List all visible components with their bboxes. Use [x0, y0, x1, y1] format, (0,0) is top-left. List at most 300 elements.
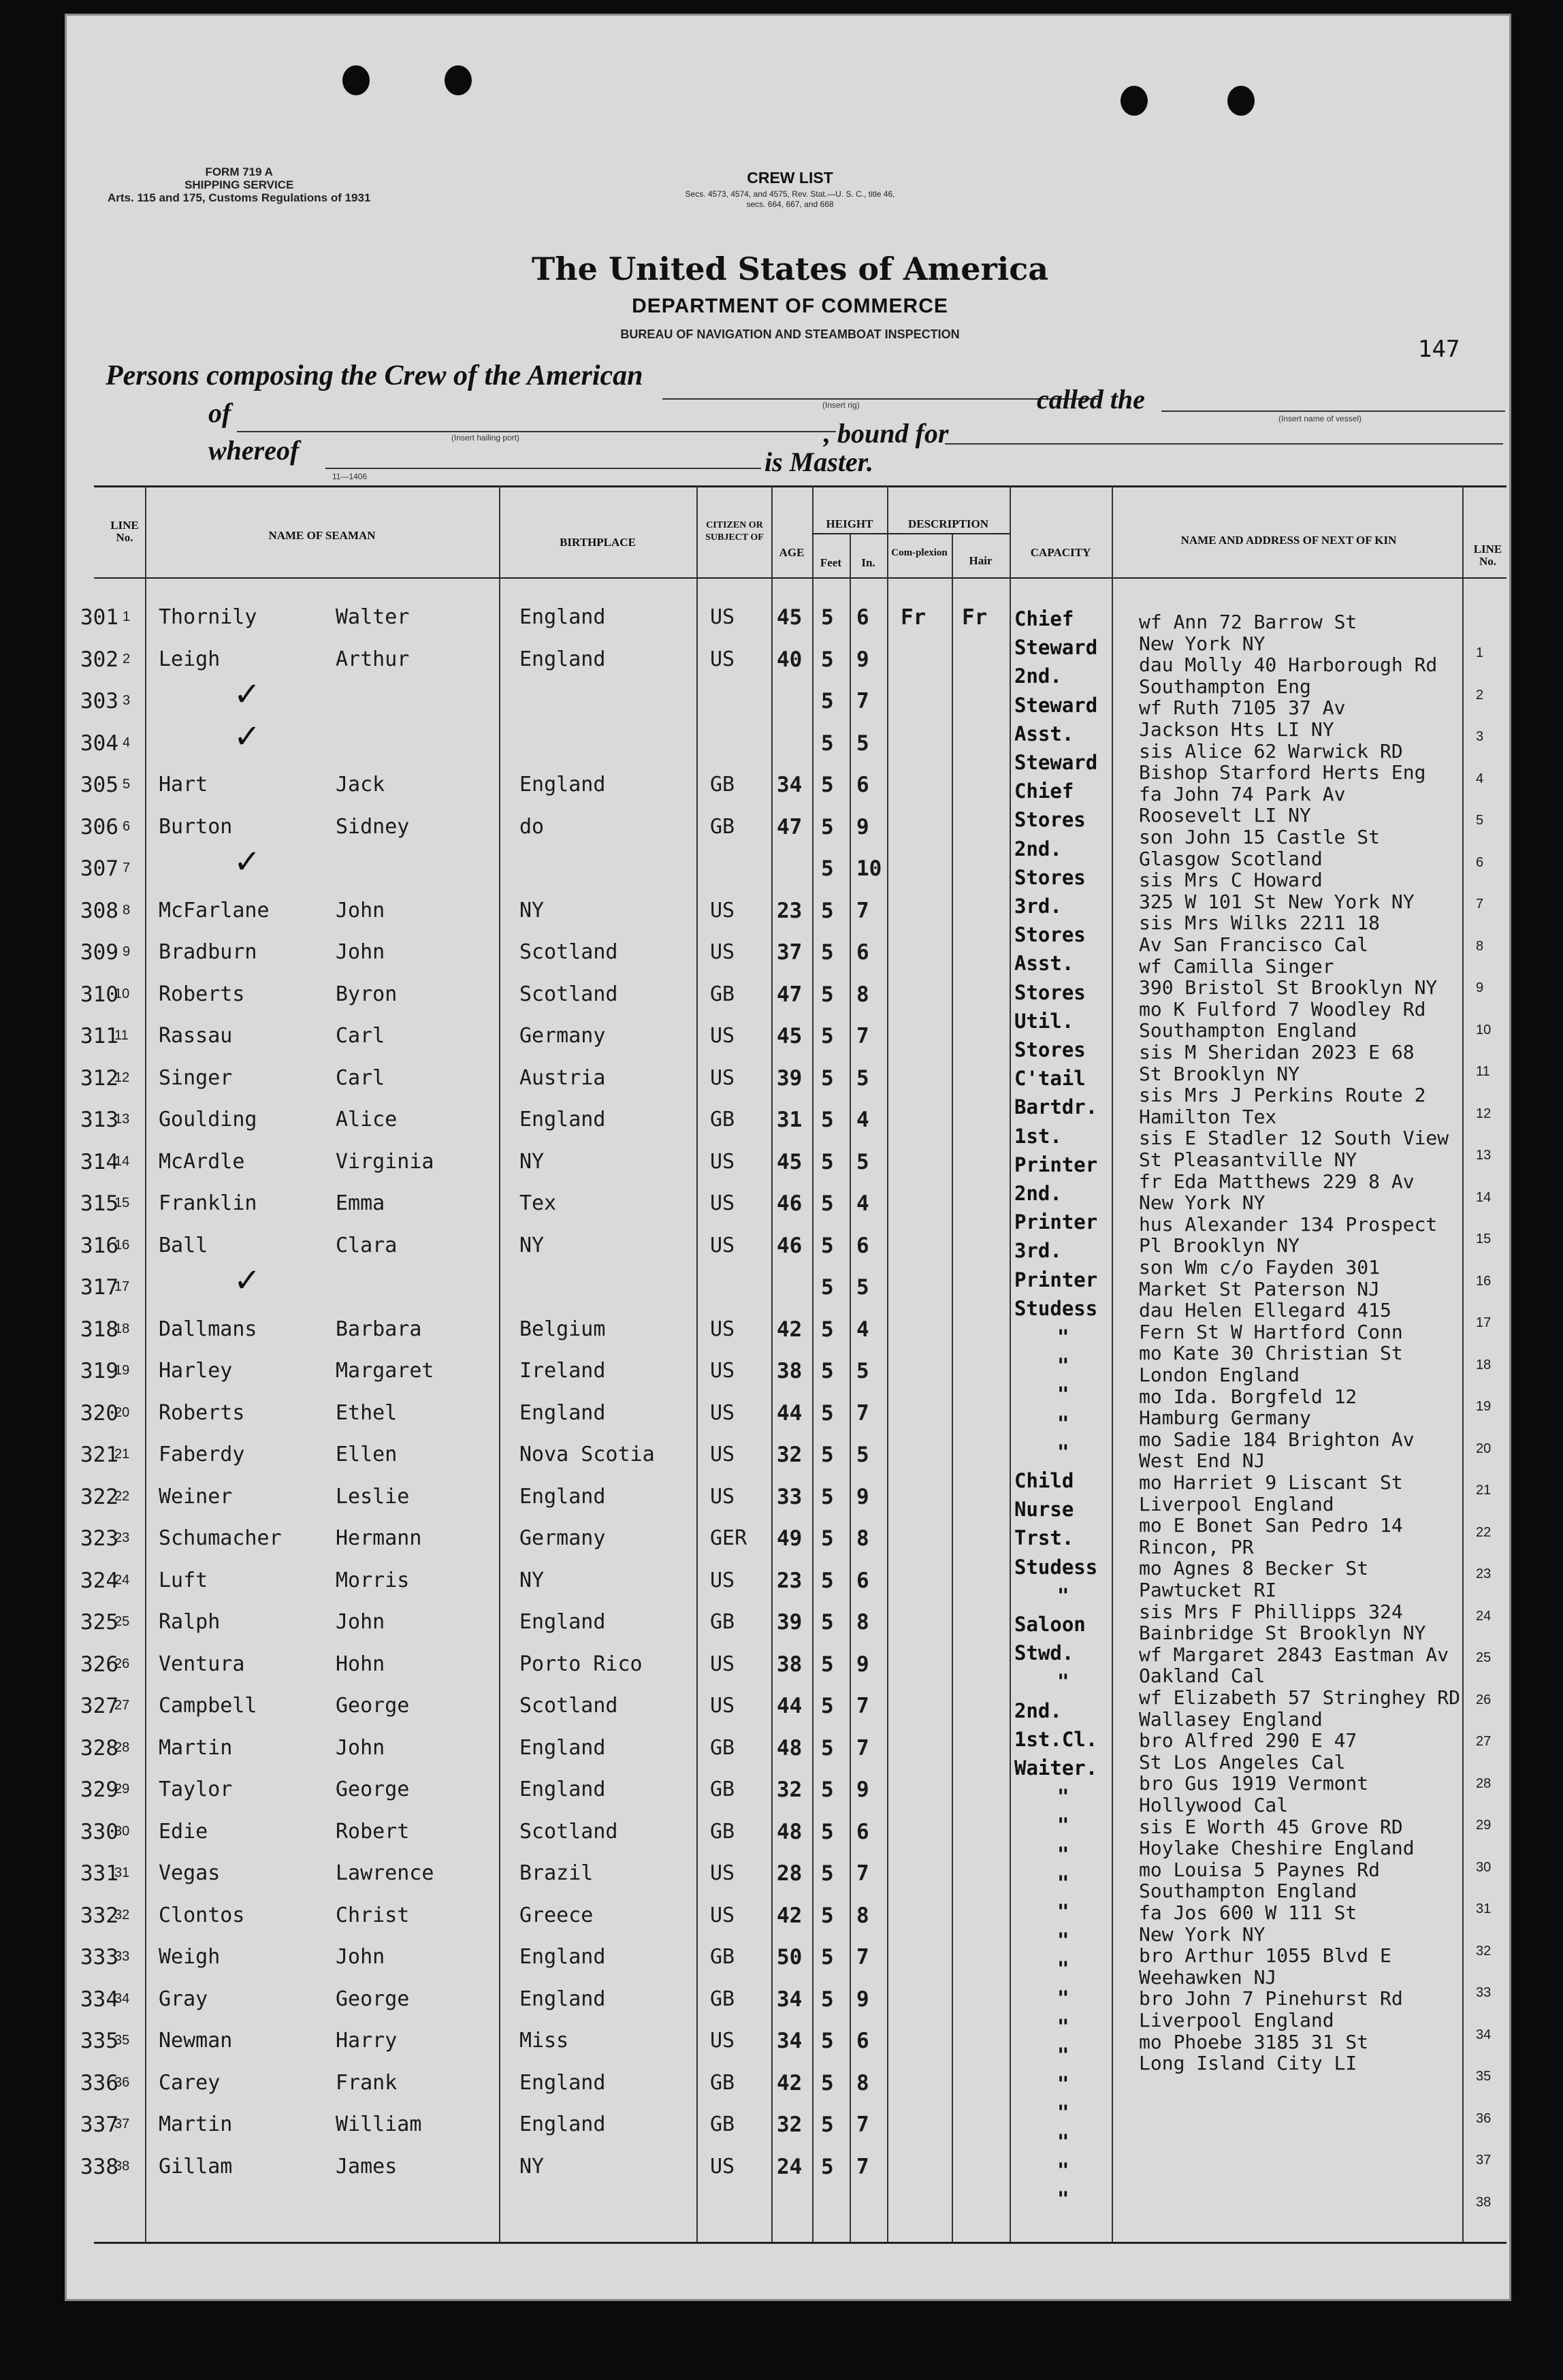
- seaman-last-name: Martin: [159, 1735, 233, 1760]
- right-line-number: 27: [1476, 1734, 1492, 1749]
- birthplace: Germany: [519, 1526, 606, 1550]
- citizenship: US: [710, 647, 735, 671]
- capacity-entry: C'tail: [1014, 1067, 1086, 1091]
- height-feet: 5: [821, 1694, 834, 1718]
- line-number: 37: [114, 2117, 130, 2132]
- next-of-kin-line: dau Helen Ellegard 415: [1139, 1299, 1391, 1322]
- right-line-number: 4: [1476, 771, 1484, 786]
- right-line-number: 24: [1476, 1608, 1492, 1624]
- birthplace: Ireland: [519, 1359, 606, 1383]
- right-line-number: 10: [1476, 1022, 1492, 1038]
- form-identifier: FORM 719 A SHIPPING SERVICE Arts. 115 and 175, Customs Regulations of 1931: [108, 165, 371, 204]
- age: 46: [777, 1191, 803, 1216]
- line-number: 28: [114, 1739, 130, 1755]
- birthplace: Tex: [519, 1191, 557, 1215]
- header-feet: Feet: [820, 556, 842, 569]
- seaman-last-name: Edie: [159, 1819, 208, 1844]
- next-of-kin-line: Southampton England: [1139, 1880, 1357, 1903]
- citizenship: GB: [710, 814, 735, 839]
- header-description: DESCRIPTION: [907, 517, 989, 530]
- capacity-entry: Chief: [1014, 607, 1074, 630]
- right-line-number: 38: [1476, 2194, 1492, 2210]
- right-line-number: 33: [1476, 1985, 1492, 2000]
- next-of-kin-line: son Wm c/o Fayden 301: [1139, 1256, 1381, 1279]
- seaman-first-name: Arthur: [336, 647, 410, 671]
- citizenship: US: [710, 2029, 735, 2053]
- seaman-last-name: Gray: [159, 1987, 208, 2011]
- birthplace: England: [519, 647, 606, 671]
- next-of-kin-line: St Los Angeles Cal: [1139, 1750, 1346, 1773]
- citizenship: US: [710, 898, 735, 922]
- seaman-last-name: Ball: [159, 1233, 208, 1257]
- height-inches: 5: [856, 1359, 869, 1383]
- citizenship: US: [710, 1149, 735, 1174]
- seaman-first-name: Carl: [336, 1065, 385, 1090]
- next-of-kin-line: sis M Sheridan 2023 E 68: [1139, 1041, 1415, 1063]
- seaman-last-name: Ralph: [159, 1610, 221, 1634]
- height-feet: 5: [821, 1861, 834, 1886]
- age: 38: [777, 1359, 803, 1383]
- bound-for-blank: [945, 443, 1503, 445]
- next-of-kin-line: wf Elizabeth 57 Stringhey RD: [1139, 1686, 1461, 1709]
- next-of-kin-line: St Pleasantville NY: [1139, 1148, 1357, 1171]
- capacity-entry: Waiter.: [1014, 1756, 1098, 1780]
- next-of-kin-line: mo Harriet 9 Liscant St: [1139, 1471, 1403, 1494]
- next-of-kin-line: sis Mrs F Phillipps 324: [1139, 1600, 1403, 1623]
- next-of-kin-line: hus Alexander 134 Prospect: [1139, 1212, 1438, 1236]
- capacity-entry: 3rd.: [1014, 895, 1062, 918]
- line-number: 38: [114, 2158, 130, 2174]
- capacity-entry: Stores: [1014, 1038, 1086, 1061]
- right-line-number: 34: [1476, 2027, 1492, 2042]
- birthplace: NY: [519, 1568, 545, 1592]
- capacity-entry: ": [1057, 1871, 1069, 1895]
- typed-line-number: 301: [80, 605, 118, 630]
- hailing-port-blank: [237, 431, 836, 432]
- capacity-entry: ": [1057, 2101, 1069, 2125]
- capacity-entry: ": [1057, 1383, 1069, 1406]
- citizenship: US: [710, 1024, 735, 1048]
- seaman-first-name: William: [336, 2112, 422, 2136]
- seaman-first-name: John: [336, 940, 385, 964]
- height-inches: 5: [856, 1275, 869, 1300]
- seaman-last-name: Weigh: [159, 1945, 221, 1969]
- subheader-rule: [812, 533, 887, 534]
- height-inches: 8: [856, 1903, 869, 1928]
- birthplace: England: [519, 1987, 606, 2011]
- capacity-entry: Steward: [1014, 751, 1098, 774]
- next-of-kin-line: mo Agnes 8 Becker St: [1139, 1557, 1369, 1580]
- next-of-kin-line: New York NY: [1139, 1923, 1266, 1946]
- capacity-entry: Chief: [1014, 779, 1074, 803]
- capacity-entry: Steward: [1014, 636, 1098, 660]
- next-of-kin-line: sis E Worth 45 Grove RD: [1139, 1815, 1403, 1838]
- right-line-number: 16: [1476, 1273, 1492, 1289]
- next-of-kin-line: bro Arthur 1055 Blvd E: [1139, 1944, 1391, 1967]
- height-feet: 5: [821, 1778, 834, 1802]
- capacity-entry: ": [1057, 1842, 1069, 1866]
- seaman-last-name: Leigh: [159, 647, 221, 671]
- height-inches: 9: [856, 647, 869, 672]
- capacity-entry: ": [1057, 1929, 1069, 1952]
- height-feet: 5: [821, 1108, 834, 1132]
- next-of-kin-line: Bainbridge St Brooklyn NY: [1139, 1622, 1426, 1645]
- next-of-kin-line: Roosevelt LI NY: [1139, 804, 1311, 827]
- line-number: 16: [114, 1237, 130, 1253]
- height-inches: 7: [856, 1945, 869, 1969]
- typed-line-number: 308: [80, 898, 118, 923]
- capacity-entry: ": [1057, 1440, 1069, 1464]
- capacity-entry: ": [1057, 2044, 1069, 2067]
- height-feet: 5: [821, 1191, 834, 1216]
- next-of-kin-line: 390 Bristol St Brooklyn NY: [1139, 976, 1438, 999]
- seaman-first-name: George: [336, 1987, 410, 2011]
- seaman-last-name: McFarlane: [159, 898, 270, 922]
- typed-line-number: 317: [80, 1275, 118, 1300]
- height-feet: 5: [821, 689, 834, 713]
- next-of-kin-line: Oakland Cal: [1139, 1665, 1266, 1688]
- seaman-last-name: Burton: [159, 814, 233, 839]
- line-number: 34: [114, 1991, 130, 2006]
- right-line-number: 19: [1476, 1399, 1492, 1414]
- table-row: [67, 2149, 1511, 2191]
- capacity-entry: ": [1057, 1986, 1069, 2010]
- seaman-first-name: Leslie: [336, 1484, 410, 1509]
- complexion: Fr: [901, 605, 926, 630]
- header-bottom-rule: [94, 577, 1506, 579]
- seaman-first-name: George: [336, 1778, 410, 1801]
- height-feet: 5: [821, 1735, 834, 1760]
- seaman-last-name: Harley: [159, 1359, 233, 1383]
- height-inches: 4: [856, 1108, 869, 1132]
- height-inches: 6: [856, 1233, 869, 1258]
- birthplace: England: [519, 1778, 606, 1801]
- age: 28: [777, 1861, 803, 1886]
- seaman-last-name: Carey: [159, 2070, 221, 2095]
- height-inches: 7: [856, 1694, 869, 1718]
- right-line-number: 7: [1476, 897, 1484, 912]
- capacity-entry: Bartdr.: [1014, 1095, 1098, 1119]
- seaman-last-name: Thornily: [159, 605, 257, 629]
- punch-hole: [1121, 86, 1148, 116]
- age: 49: [777, 1526, 803, 1551]
- seaman-first-name: Virginia: [336, 1149, 434, 1174]
- seaman-first-name: Hermann: [336, 1526, 422, 1550]
- height-feet: 5: [821, 856, 834, 881]
- next-of-kin-line: St Brooklyn NY: [1139, 1062, 1300, 1085]
- capacity-entry: ": [1057, 2158, 1069, 2182]
- line-number: 36: [114, 2074, 130, 2090]
- seaman-last-name: Faberdy: [159, 1443, 245, 1466]
- height-inches: 9: [856, 1778, 869, 1802]
- birthplace: England: [519, 1945, 606, 1969]
- next-of-kin-line: London England: [1139, 1364, 1300, 1386]
- of-text: of: [208, 398, 231, 428]
- seaman-last-name: Martin: [159, 2112, 233, 2136]
- seaman-last-name: Roberts: [159, 982, 245, 1006]
- height-feet: 5: [821, 2070, 834, 2095]
- next-of-kin-line: bro John 7 Pinehurst Rd: [1139, 1987, 1403, 2010]
- header-birthplace: BIRTHPLACE: [560, 536, 636, 549]
- next-of-kin-line: Long Island City LI: [1139, 2052, 1357, 2075]
- seaman-first-name: Christ: [336, 1903, 410, 1927]
- vessel-caption: (Insert name of vessel): [1278, 414, 1362, 423]
- height-inches: 8: [856, 982, 869, 1007]
- capacity-entry: Stores: [1014, 923, 1086, 947]
- height-inches: 9: [856, 1987, 869, 2012]
- birthplace: do: [519, 814, 545, 839]
- citizenship: US: [710, 1400, 735, 1425]
- line-number: 31: [114, 1865, 130, 1880]
- next-of-kin-line: Pl Brooklyn NY: [1139, 1234, 1300, 1257]
- citizenship: US: [710, 1317, 735, 1341]
- capacity-entry: 2nd.: [1014, 664, 1062, 688]
- height-feet: 5: [821, 1987, 834, 2012]
- right-line-number: 25: [1476, 1650, 1492, 1665]
- typed-line-number: 304: [80, 730, 118, 756]
- seaman-first-name: Jack: [336, 773, 385, 797]
- capacity-entry: Nurse: [1014, 1498, 1074, 1522]
- height-feet: 5: [821, 1275, 834, 1300]
- right-line-number: 22: [1476, 1524, 1492, 1540]
- department-heading: DEPARTMENT OF COMMERCE: [632, 295, 948, 317]
- seaman-first-name: Ethel: [336, 1400, 398, 1425]
- typed-line-number: 319: [80, 1359, 118, 1383]
- seaman-first-name: James: [336, 2154, 398, 2178]
- punch-hole: [342, 65, 370, 95]
- typed-line-number: 315: [80, 1191, 118, 1216]
- line-number: 2: [123, 651, 131, 666]
- typed-line-number: 335: [80, 2029, 118, 2053]
- line-number: 26: [114, 1656, 130, 1671]
- seaman-first-name: Sidney: [336, 814, 410, 839]
- next-of-kin-line: mo Kate 30 Christian St: [1139, 1342, 1403, 1365]
- height-feet: 5: [821, 814, 834, 839]
- height-feet: 5: [821, 647, 834, 672]
- seaman-first-name: Harry: [336, 2029, 398, 2053]
- citizenship: GB: [710, 1778, 735, 1801]
- birthplace: NY: [519, 1149, 545, 1174]
- typed-line-number: 314: [80, 1149, 118, 1174]
- birthplace: England: [519, 1735, 606, 1760]
- right-line-number: 1: [1476, 645, 1484, 660]
- seaman-first-name: Ellen: [336, 1443, 398, 1466]
- next-of-kin-line: mo Sadie 184 Brighton Av: [1139, 1428, 1415, 1451]
- line-number: 9: [123, 944, 131, 959]
- height-feet: 5: [821, 1149, 834, 1174]
- capacity-entry: Stores: [1014, 865, 1086, 889]
- next-of-kin-line: wf Ruth 7105 37 Av: [1139, 696, 1346, 720]
- right-line-number: 30: [1476, 1859, 1492, 1875]
- right-line-number: 14: [1476, 1189, 1492, 1205]
- seaman-last-name: Weiner: [159, 1484, 233, 1509]
- height-feet: 5: [821, 1024, 834, 1048]
- line-number: 13: [114, 1112, 130, 1127]
- next-of-kin-line: mo Phoebe 3185 31 St: [1139, 2030, 1369, 2053]
- typed-line-number: 310: [80, 982, 118, 1007]
- height-inches: 7: [856, 1400, 869, 1426]
- line-number: 14: [114, 1153, 130, 1169]
- capacity-entry: Asst.: [1014, 722, 1074, 745]
- punch-hole: [1227, 86, 1255, 116]
- next-of-kin-line: New York NY: [1139, 632, 1266, 655]
- next-of-kin-line: Market St Paterson NJ: [1139, 1277, 1381, 1300]
- age: 38: [777, 1652, 803, 1677]
- print-code: 11—1406: [332, 472, 368, 481]
- birthplace: Nova Scotia: [519, 1443, 655, 1466]
- next-of-kin-line: wf Camilla Singer: [1139, 954, 1334, 978]
- age: 50: [777, 1945, 803, 1969]
- age: 46: [777, 1233, 803, 1258]
- next-of-kin-line: Bishop Starford Herts Eng: [1139, 761, 1426, 784]
- line-number: 33: [114, 1949, 130, 1964]
- next-of-kin-line: Weehawken NJ: [1139, 1965, 1277, 1989]
- next-of-kin-line: Hollywood Cal: [1139, 1794, 1289, 1816]
- height-feet: 5: [821, 773, 834, 797]
- height-inches: 6: [856, 773, 869, 797]
- height-feet: 5: [821, 2112, 834, 2137]
- next-of-kin-line: son John 15 Castle St: [1139, 826, 1381, 848]
- typed-line-number: 324: [80, 1568, 118, 1593]
- line-number: 35: [114, 2033, 130, 2048]
- typed-line-number: 331: [80, 1861, 118, 1886]
- capacity-entry: Util.: [1014, 1009, 1074, 1033]
- height-inches: 7: [856, 2112, 869, 2137]
- seaman-first-name: Frank: [336, 2070, 398, 2095]
- right-line-number: 32: [1476, 1943, 1492, 1959]
- age: 42: [777, 1903, 803, 1928]
- height-inches: 7: [856, 689, 869, 713]
- capacity-entry: Steward: [1014, 693, 1098, 717]
- seaman-first-name: Margaret: [336, 1359, 434, 1383]
- next-of-kin-line: Hoylake Cheshire England: [1139, 1837, 1415, 1860]
- citizenship: US: [710, 1191, 735, 1215]
- citizenship: US: [710, 1903, 735, 1927]
- line-number: 21: [114, 1447, 130, 1462]
- rig-blank: [662, 398, 1098, 400]
- typed-line-number: 329: [80, 1778, 118, 1802]
- right-line-number: 28: [1476, 1775, 1492, 1791]
- next-of-kin-line: Hamburg Germany: [1139, 1406, 1311, 1430]
- height-feet: 5: [821, 1317, 834, 1342]
- right-line-number: 17: [1476, 1315, 1492, 1330]
- capacity-entry: 2nd.: [1014, 1182, 1062, 1205]
- capacity-entry: ": [1057, 1785, 1069, 1809]
- height-inches: 7: [856, 1861, 869, 1886]
- height-feet: 5: [821, 1065, 834, 1091]
- citizenship: US: [710, 1652, 735, 1676]
- port-caption: (Insert hailing port): [451, 433, 520, 443]
- age: 45: [777, 1149, 803, 1174]
- seaman-last-name: Vegas: [159, 1861, 221, 1885]
- citizenship: GB: [710, 1610, 735, 1634]
- capacity-entry: Trst.: [1014, 1526, 1074, 1550]
- height-inches: 6: [856, 940, 869, 965]
- typed-line-number: 306: [80, 814, 118, 839]
- right-line-number: 35: [1476, 2069, 1492, 2084]
- right-line-number: 11: [1476, 1064, 1490, 1079]
- seaman-first-name: Lawrence: [336, 1861, 434, 1885]
- next-of-kin-line: wf Margaret 2843 Eastman Av: [1139, 1643, 1449, 1666]
- citizenship: US: [710, 1861, 735, 1885]
- typed-line-number: 325: [80, 1610, 118, 1635]
- line-number: 24: [114, 1572, 130, 1588]
- capacity-entry: ": [1057, 1670, 1069, 1694]
- height-feet: 5: [821, 940, 834, 965]
- age: 32: [777, 2112, 803, 2137]
- capacity-entry: ": [1057, 1957, 1069, 1981]
- birthplace: NY: [519, 2154, 545, 2178]
- line-number: 12: [114, 1070, 130, 1085]
- age: 42: [777, 1317, 803, 1342]
- right-line-number: 2: [1476, 687, 1484, 703]
- check-mark: ✓: [233, 717, 261, 756]
- age: 32: [777, 1443, 803, 1467]
- right-line-number: 5: [1476, 813, 1484, 828]
- seaman-first-name: Byron: [336, 982, 398, 1006]
- age: 42: [777, 2070, 803, 2095]
- page-number: 147: [1418, 336, 1460, 363]
- citizenship: US: [710, 940, 735, 964]
- next-of-kin-line: Av San Francisco Cal: [1139, 933, 1369, 956]
- citizenship: GB: [710, 773, 735, 797]
- citizenship: GB: [710, 2112, 735, 2136]
- capacity-entry: Printer: [1014, 1268, 1098, 1291]
- next-of-kin-line: sis Mrs Wilks 2211 18: [1139, 912, 1381, 935]
- height-inches: 5: [856, 1065, 869, 1091]
- citizenship: US: [710, 1065, 735, 1090]
- seaman-first-name: Clara: [336, 1233, 398, 1257]
- seaman-last-name: Luft: [159, 1568, 208, 1592]
- line-number: 11: [114, 1028, 129, 1043]
- birthplace: Porto Rico: [519, 1652, 643, 1676]
- right-line-number: 15: [1476, 1232, 1492, 1247]
- citizenship: GB: [710, 1819, 735, 1844]
- citizenship: US: [710, 1694, 735, 1718]
- seaman-last-name: Campbell: [159, 1694, 257, 1718]
- birthplace: Scotland: [519, 940, 618, 964]
- typed-line-number: 316: [80, 1233, 118, 1258]
- age: 44: [777, 1400, 803, 1426]
- citizenship: GB: [710, 2070, 735, 2095]
- seaman-first-name: Walter: [336, 605, 410, 629]
- next-of-kin-line: Hamilton Tex: [1139, 1105, 1277, 1128]
- header-capacity: CAPACITY: [1030, 546, 1091, 559]
- line-number: 29: [114, 1782, 130, 1797]
- punch-hole: [445, 65, 472, 95]
- height-inches: 7: [856, 2154, 869, 2179]
- next-of-kin-line: Liverpool England: [1139, 1492, 1334, 1515]
- seaman-first-name: George: [336, 1694, 410, 1718]
- capacity-entry: Printer: [1014, 1153, 1098, 1176]
- typed-line-number: 302: [80, 647, 118, 672]
- birthplace: England: [519, 2070, 606, 2095]
- capacity-entry: ": [1057, 1583, 1069, 1607]
- citizenship: GB: [710, 1987, 735, 2011]
- height-inches: 4: [856, 1317, 869, 1342]
- header-complexion: Com-plexion: [891, 547, 948, 558]
- seaman-last-name: McArdle: [159, 1149, 245, 1174]
- next-of-kin-line: dau Molly 40 Harborough Rd: [1139, 654, 1438, 677]
- height-feet: 5: [821, 1819, 834, 1844]
- line-number: 25: [114, 1614, 130, 1629]
- capacity-entry: 1st.Cl.: [1014, 1727, 1098, 1751]
- height-feet: 5: [821, 1945, 834, 1969]
- capacity-entry: ": [1057, 1411, 1069, 1435]
- capacity-entry: 2nd.: [1014, 837, 1062, 861]
- height-feet: 5: [821, 1443, 834, 1467]
- citizenship: US: [710, 605, 735, 629]
